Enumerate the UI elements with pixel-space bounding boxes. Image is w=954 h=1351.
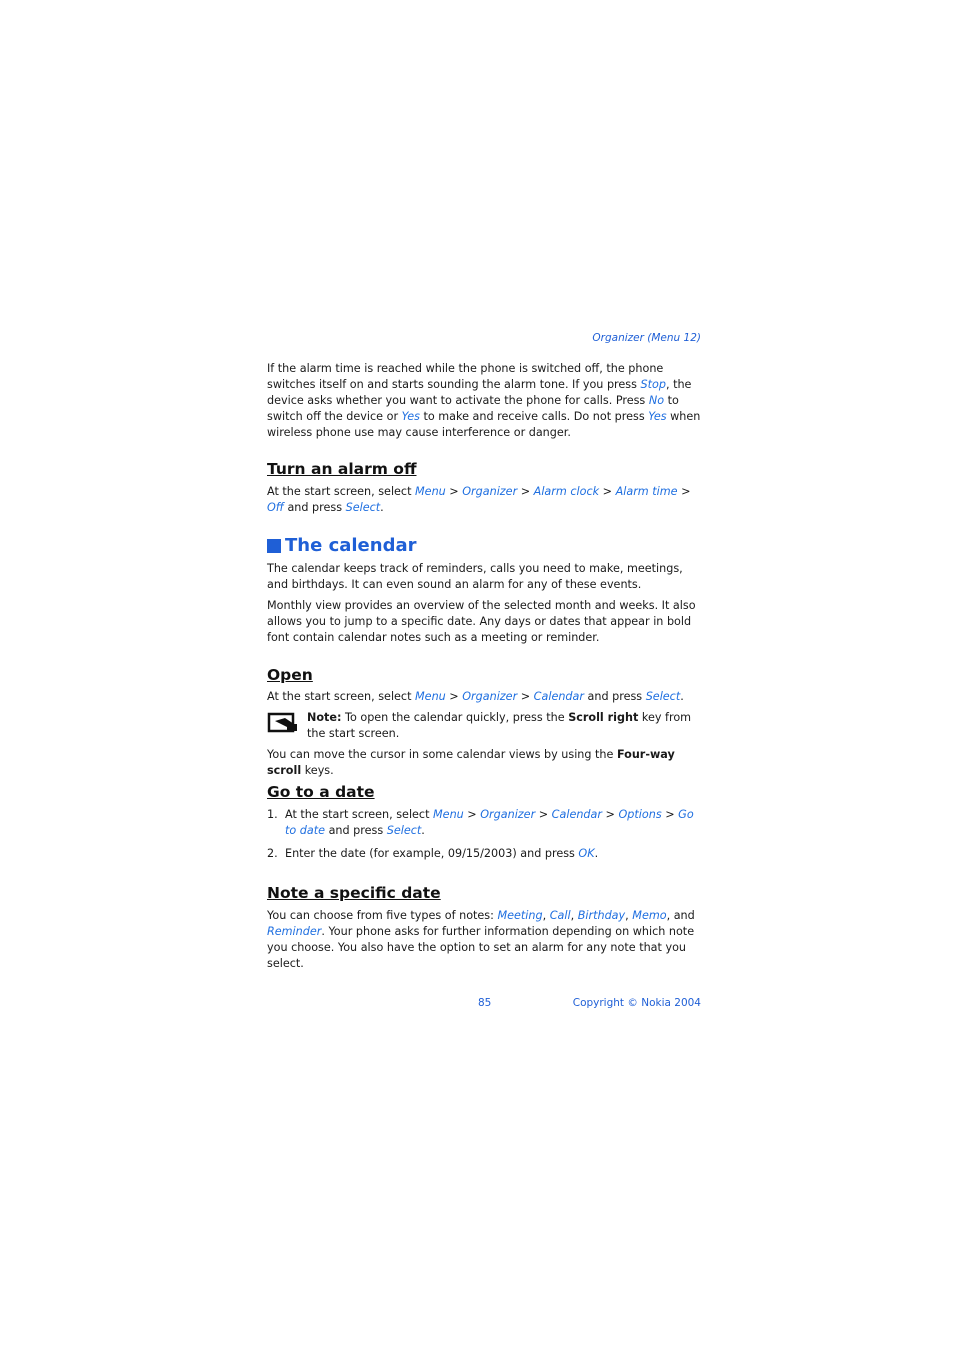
open-instructions: At the start screen, select Menu > Organizer > Calendar and press Select. — [267, 690, 684, 703]
heading-open: Open — [267, 666, 313, 684]
select-option: Select — [345, 501, 381, 514]
note-box — [267, 710, 701, 742]
menu-path-item: Organizer — [462, 690, 518, 703]
menu-path-item: Alarm clock — [533, 485, 600, 498]
list-item: 1. At the start screen, select Menu > Organizer > Calendar > Options > Go to date and press Select. — [267, 808, 694, 837]
note-types-paragraph: You can choose from five types of notes: Meeting, Call, Birthday, Memo, and Reminder. Your phone asks for further information depending on which note you choose. You also have the option to set an alarm for any note that you select. — [267, 909, 695, 970]
note-text: Note: To open the calendar quickly, press the Scroll right key from the start screen. — [307, 711, 692, 740]
alarm-intro-paragraph: If the alarm time is reached while the phone is switched off, the phone switches itself on and starts sounding the alarm tone. If you press Stop, the device asks whether you want to activate the phone for calls. Press No to switch off the device or Yes to make and receive calls. Do not press Yes when wireless phone use may cause interference or danger. — [267, 362, 701, 439]
menu-path-item: Calendar — [533, 690, 584, 703]
select-option: Select — [386, 824, 422, 837]
alarm-off-instructions: At the start screen, select Menu > Organizer > Alarm clock > Alarm time > Off and press Select. — [267, 485, 691, 514]
yes-option: Yes — [648, 410, 667, 423]
note-type: Call — [549, 909, 571, 922]
menu-path-item: Menu — [415, 690, 446, 703]
go-to-date-steps — [267, 807, 701, 862]
heading-note-specific-date: Note a specific date — [267, 884, 441, 902]
ok-option: OK — [578, 847, 595, 860]
menu-path-item: Menu — [415, 485, 446, 498]
menu-path-item: Off — [267, 501, 284, 514]
menu-path-item: Options — [618, 808, 662, 821]
menu-path-item: Organizer — [480, 808, 536, 821]
page-number: 85 — [478, 997, 492, 1009]
note-type: Meeting — [497, 909, 543, 922]
select-option: Select — [645, 690, 681, 703]
stop-option: Stop — [640, 378, 666, 391]
running-header: Organizer (Menu 12) — [592, 332, 701, 344]
note-icon — [267, 710, 307, 742]
cursor-paragraph: You can move the cursor in some calendar views by using the Four-way scroll keys. — [267, 748, 675, 777]
no-option: No — [648, 394, 665, 407]
menu-path-item: Organizer — [462, 485, 518, 498]
heading-turn-alarm-off: Turn an alarm off — [267, 460, 417, 478]
menu-path-item: Go to date — [285, 808, 694, 837]
heading-the-calendar: The calendar — [267, 535, 701, 556]
calendar-paragraph-1: The calendar keeps track of reminders, calls you need to make, meetings, and birthdays. It can even sound an alarm for any of these events. — [267, 562, 683, 591]
note-type: Memo — [632, 909, 667, 922]
menu-path-item: Menu — [433, 808, 464, 821]
heading-go-to-date: Go to a date — [267, 783, 375, 801]
menu-path-item: Calendar — [551, 808, 602, 821]
note-type: Reminder — [267, 925, 322, 938]
calendar-paragraph-2: Monthly view provides an overview of the selected month and weeks. It also allows you to jump to a specific date. Any days or dates that appear in bold font contain calendar notes such as a meeting or reminder. — [267, 599, 696, 644]
copyright: Copyright © Nokia 2004 — [572, 997, 701, 1009]
yes-option: Yes — [401, 410, 420, 423]
menu-path-item: Alarm time — [615, 485, 678, 498]
blue-square-icon — [267, 539, 281, 553]
list-item: 2. Enter the date (for example, 09/15/2003) and press OK. — [267, 847, 599, 860]
note-type: Birthday — [577, 909, 626, 922]
